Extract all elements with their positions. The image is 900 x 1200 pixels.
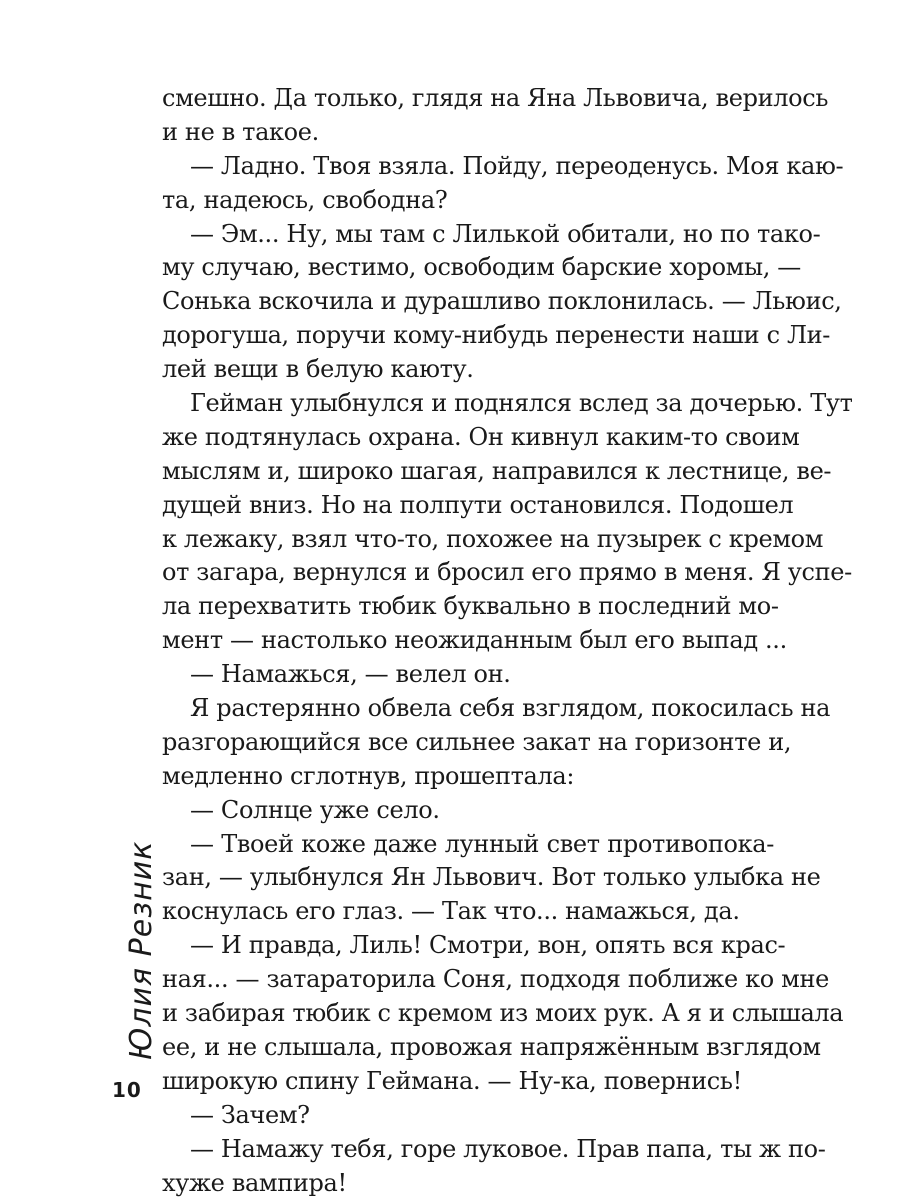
text-line: смешно. Да только, глядя на Яна Львовича, верилось (162, 84, 829, 112)
text-line: ее, и не слышала, провожая напряжённым взглядом (162, 1032, 821, 1061)
text-line: к лежаку, взял что-то, похожее на пузырек с кремом (162, 524, 824, 553)
text-line: му случаю, вестимо, освободим барские хоромы, — (162, 253, 801, 282)
text-line: мыслям и, широко шагая, направился к лестнице, ве- (162, 456, 832, 485)
text-line: же подтянулась охрана. Он кивнул каким-то своим (162, 422, 800, 451)
text-line: медленно сглотнув, прошептала: (162, 761, 575, 790)
page-number: 10 (112, 1078, 142, 1102)
page-text (162, 82, 853, 1200)
text-line: и не в такое. (162, 117, 319, 146)
text-line: — Намажу тебя, горе луковое. Прав папа, ты ж по- (190, 1134, 826, 1163)
text-line: — Зачем? (190, 1100, 310, 1129)
text-line: ла перехватить тюбик буквально в последний мо- (162, 592, 779, 621)
text-line: та, надеюсь, свободна? (162, 185, 448, 214)
text-line: Сонька вскочила и дурашливо поклонилась. — Льюис, (162, 287, 842, 316)
text-line: Гейман улыбнулся и поднялся вслед за дочерью. Тут (190, 389, 853, 418)
text-line: от загара, вернулся и бросил его прямо в меня. Я успе- (162, 558, 852, 587)
text-line: хуже вампира! (162, 1168, 347, 1197)
text-line: — Ладно. Твоя взяла. Пойду, переоденусь. Моя каю- (190, 151, 844, 180)
text-line: лей вещи в белую каюту. (162, 355, 474, 384)
author-name: Юлия Резник (124, 840, 159, 1060)
text-line: — Твоей коже даже лунный свет противопока- (190, 829, 774, 858)
text-line: мент — настолько неожиданным был его выпад ... (162, 626, 787, 655)
text-line: дорогуша, поручи кому-нибудь перенести наши с Ли- (162, 321, 831, 350)
text-line: дущей вниз. Но на полпути остановился. Подошел (162, 490, 794, 519)
text-line: — Эм... Ну, мы там с Лилькой обитали, но по тако- (190, 219, 821, 248)
text-line: широкую спину Геймана. — Ну-ка, повернись! (162, 1066, 742, 1095)
text-line: — Солнце уже село. (190, 795, 440, 824)
text-line: — И правда, Лиль! Смотри, вон, опять вся крас- (190, 931, 786, 960)
text-line: и забирая тюбик с кремом из моих рук. А я и слышала (162, 999, 844, 1028)
text-line: Я растерянно обвела себя взглядом, покосилась на (190, 694, 831, 723)
text-line: — Намажься, — велел он. (190, 660, 511, 689)
text-line: коснулась его глаз. — Так что... намажься, да. (162, 897, 740, 926)
text-line: разгорающийся все сильнее закат на горизонте и, (162, 727, 792, 756)
text-line: ная... — затараторила Соня, подходя поближе ко мне (162, 965, 829, 994)
text-line: зан, — улыбнулся Ян Львович. Вот только улыбка не (162, 863, 821, 892)
